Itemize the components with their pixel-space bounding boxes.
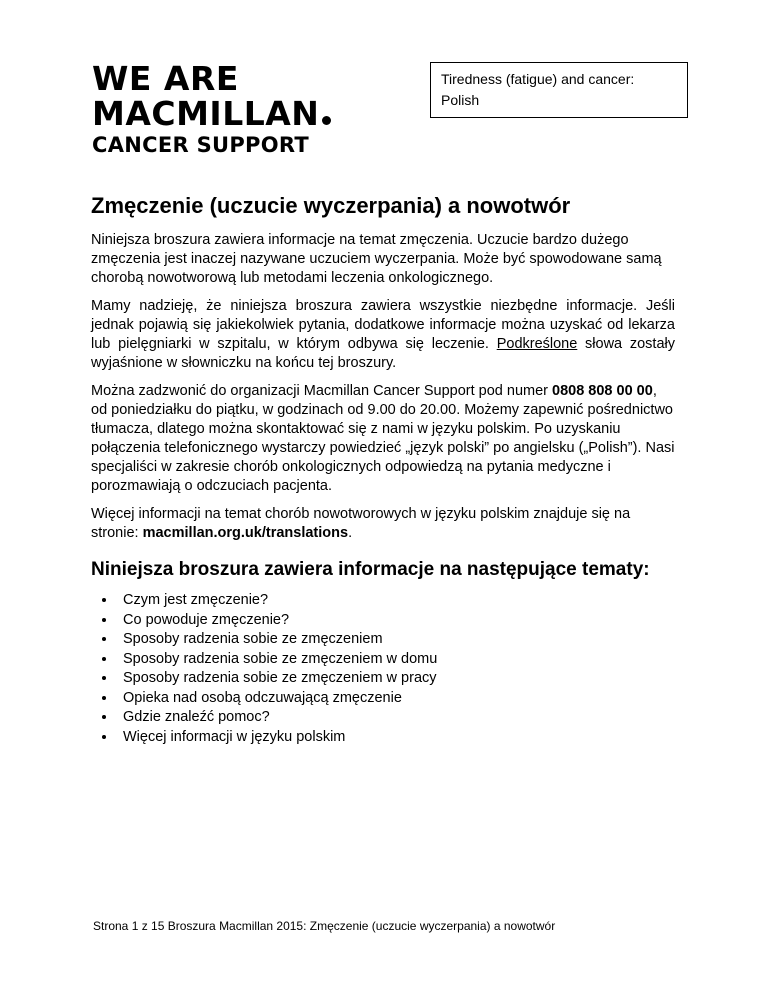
language-box: [430, 62, 688, 118]
contact-paragraph: [91, 382, 675, 496]
macmillan-logo: [92, 59, 331, 157]
main-content: [91, 193, 675, 747]
list-item: • Więcej informacji w języku polskim: [117, 728, 675, 748]
language-box-line-2: Polish: [441, 92, 480, 108]
translations-link[interactable]: macmillan.org.uk/translations: [142, 525, 349, 541]
list-item: • Sposoby radzenia sobie ze zmęczeniem: [117, 630, 675, 650]
list-item: • Sposoby radzenia sobie ze zmęczeniem w pracy: [117, 669, 675, 689]
underlined-term: Podkreślone: [496, 336, 578, 352]
topics-list: [91, 591, 675, 747]
logo-line-2-wrap: [92, 94, 331, 133]
list-item: • Czym jest zmęczenie?: [117, 591, 675, 611]
list-item: • Co powoduje zmęczenie?: [117, 611, 675, 631]
list-item: • Opieka nad osobą odczuwającą zmęczenie: [117, 689, 675, 709]
list-item: • Sposoby radzenia sobie ze zmęczeniem w domu: [117, 650, 675, 670]
topics-heading: Niniejsza broszura zawiera informacje na następujące tematy:: [91, 559, 650, 580]
page-title: Zmęczenie (uczucie wyczerpania) a nowotwór: [91, 193, 571, 218]
logo-line-2: MACMILLAN: [92, 94, 320, 133]
contact-paragraph-before: Można zadzwonić do organizacji Macmillan Cancer Support pod numer: [91, 383, 553, 399]
list-item: • Gdzie znaleźć pomoc?: [117, 708, 675, 728]
more-info-before: Więcej informacji na temat chorób nowotworowych w języku polskim znajduje się na stronie:: [91, 506, 631, 541]
intro-paragraph: Niniejsza broszura zawiera informacje na temat zmęczenia. Uczucie bardzo dużego zmęczenia jest inaczej nazywane uczuciem wyczerpania. Może być spowodowane samą chorobą nowotworową lub metodami leczenia onkologicznego.: [91, 232, 662, 286]
help-paragraph: [91, 297, 675, 373]
phone-number: 0808 808 00 00: [552, 383, 653, 399]
help-paragraph-after: słowa zostały wyjaśnione w słowniczku na końcu tej broszury.: [91, 336, 675, 371]
page-footer: Strona 1 z 15 Broszura Macmillan 2015: Zmęczenie (uczucie wyczerpania) a nowotwór: [93, 919, 556, 933]
language-box-line-1: Tiredness (fatigue) and cancer:: [441, 71, 635, 87]
contact-paragraph-after: , od poniedziałku do piątku, w godzinach od 9.00 do 20.00. Możemy zapewnić pośrednictwo tłumacza, dlatego można skontaktować się z nami w języku polskim. Po uzyskaniu połączenia telefonicznego wystarczy powiedzieć „język polski” po angielsku („Polish”). Nasi specjaliści w zakresie chorób onkologicznych odpowiedzą na pytania medyczne i porozmawiają o odczuciach pacjenta.: [91, 383, 675, 494]
logo-line-1: WE ARE: [92, 59, 239, 98]
help-paragraph-before: Mamy nadzieję, że niniejsza broszura zawiera wszystkie niezbędne informacje. Jeśli jednak pojawią się jakiekolwiek pytania, dodatkowe informacje można uzyskać od lekarza lub pielęgniarki w szpitalu, w którym odbywa się leczenie.: [91, 298, 675, 352]
logo-dot: [322, 116, 331, 125]
more-info-paragraph: [91, 505, 675, 543]
logo-line-3: CANCER SUPPORT: [92, 133, 310, 157]
more-info-after: .: [348, 525, 353, 541]
